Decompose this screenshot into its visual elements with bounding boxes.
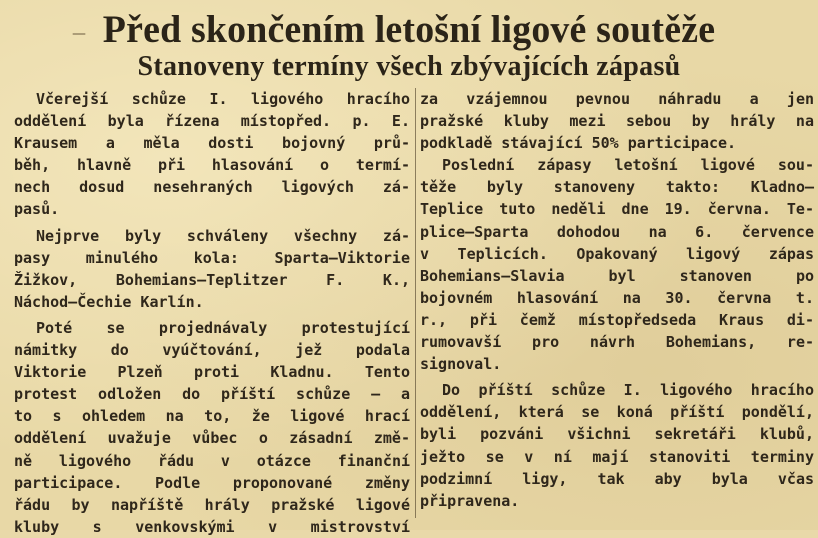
left-column xyxy=(14,88,410,538)
right-column xyxy=(420,88,814,512)
text-line: nech dosud nesehraných ligových zá- xyxy=(14,178,410,197)
text-line: řádu by napříště hrály pražské ligové xyxy=(14,495,410,514)
text-line: námitky do vyúčtování, jež podala xyxy=(14,341,410,360)
text-line: Viktorie Plzeň proti Kladnu. Tento xyxy=(14,363,410,382)
text-line: pasů. xyxy=(14,200,60,219)
text-line: Do příští schůze I. ligového hracího xyxy=(442,381,814,400)
text-line: to s ohledem na to, že ligové hrací xyxy=(14,407,410,426)
text-line: r., při čemž místopředseda Kraus di- xyxy=(420,310,814,329)
text-line: za vzájemnou pevnou náhradu a jen xyxy=(420,90,814,108)
text-line: Žižkov, Bohemians—Teplitzer F. K., xyxy=(14,270,410,289)
text-line: kluby s venkovskými v mistrovství xyxy=(14,517,410,536)
text-line: pasy minulého kola: Sparta—Viktorie xyxy=(14,248,410,267)
margin-mark: — xyxy=(72,26,86,42)
text-line: Náchod—Čechie Karlín. xyxy=(14,292,204,311)
text-line: participace. Podle proponované změny xyxy=(14,473,410,492)
text-line: rumovavší pro návrh Bohemians, re- xyxy=(420,333,814,352)
text-line: Krausem a měla dosti bojovný prů- xyxy=(14,134,410,153)
text-line: připravena. xyxy=(420,491,520,510)
text-line: pražské kluby mezi sebou by hrály na xyxy=(420,112,814,131)
text-line: Včerejší schůze I. ligového hracího xyxy=(36,90,410,108)
text-line: Poslední zápasy letošní ligové sou- xyxy=(442,156,814,175)
text-line: plice—Sparta dohodou na 6. července xyxy=(420,222,814,241)
text-line: byli pozváni všichni sekretáři klubů, xyxy=(420,425,814,444)
text-line: podzimní ligy, tak aby byla včas xyxy=(420,469,814,488)
text-line: ježto se v ní mají stanoviti terminy xyxy=(420,447,814,466)
subheadline: Stanoveny termíny všech zbývajících zápasů xyxy=(137,51,681,82)
text-line: Nejprve byly schváleny všechny zá- xyxy=(36,226,410,245)
text-line: těže byly stanoveny takto: Kladno— xyxy=(420,178,814,197)
text-line: Bohemians—Slavia byl stanoven po xyxy=(420,266,814,285)
text-line: protest odložen do příští schůze — a xyxy=(14,385,410,404)
text-line: podkladě stávající 50% participace. xyxy=(420,134,737,153)
text-line: Teplice tuto neděli dne 19. června. Te- xyxy=(420,200,814,219)
text-line: Poté se projednávaly protestující xyxy=(36,318,410,337)
text-line: oddělení uvažuje vůbec o zásadní změ- xyxy=(14,429,410,448)
headline: Před skončením letošní ligové soutěže xyxy=(102,8,716,51)
text-line: signoval. xyxy=(420,355,502,374)
text-line: ně ligového řádu v otázce finanční xyxy=(14,451,410,470)
text-line: oddělení byla řízena místopřed. p. E. xyxy=(14,112,410,131)
column-divider xyxy=(415,88,416,518)
text-line: oddělení, která se koná příští pondělí, xyxy=(420,403,814,422)
text-line: bojovném hlasování na 30. června t. xyxy=(420,288,814,307)
text-line: běh, hlavně při hlasování o termí- xyxy=(14,156,410,175)
text-line: v Teplicích. Opakovaný ligový zápas xyxy=(420,244,814,263)
